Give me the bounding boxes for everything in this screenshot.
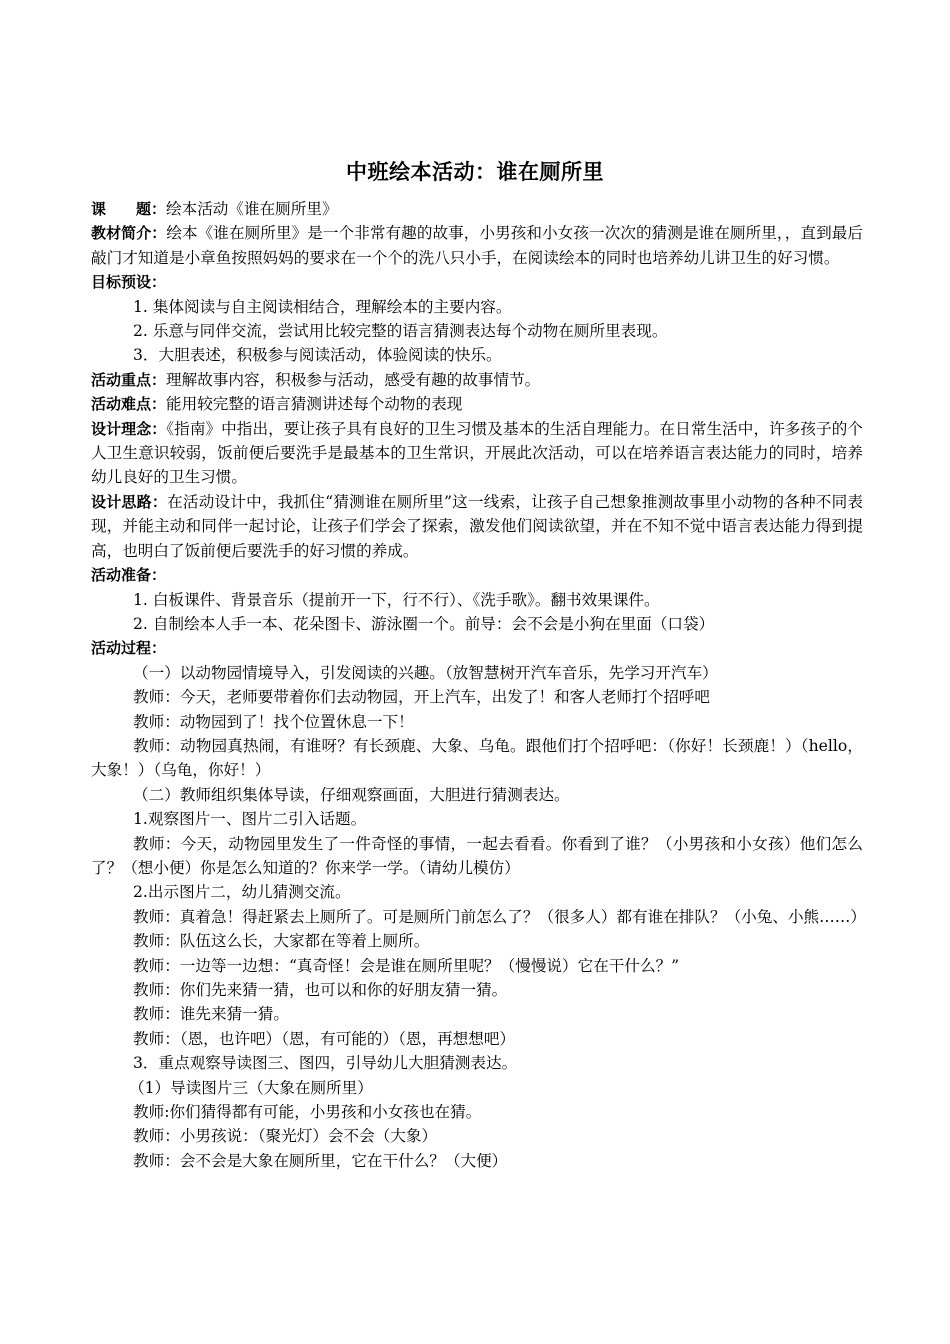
process-line: 教师：谁先来猜一猜。 bbox=[133, 1005, 289, 1024]
process-line: 教师：你们先来猜一猜，也可以和你的好朋友猜一猜。 bbox=[133, 981, 508, 999]
goal-item: 1. 集体阅读与自主阅读相结合，理解绘本的主要内容。 bbox=[133, 297, 512, 316]
difficulty-text: 能用较完整的语言猜测讲述每个动物的表现 bbox=[166, 395, 463, 414]
thinking-paragraph bbox=[91, 490, 863, 563]
process-line: 教师:你们猜得都有可能，小男孩和小女孩也在猜。 bbox=[133, 1103, 482, 1122]
preparation-heading bbox=[91, 563, 863, 587]
preparation-item: 1. 白板课件、背景音乐（提前开一下，行不行）、《洗手歌》。翻书效果课件。 bbox=[133, 590, 660, 609]
process-label: 活动过程： bbox=[91, 639, 167, 658]
goal-item: 3．大胆表述，积极参与阅读活动，体验阅读的快乐。 bbox=[133, 346, 502, 365]
process-line: 教师：一边等一边想：“真奇怪！会是谁在厕所里呢？（慢慢说）它在干什么？” bbox=[133, 956, 680, 975]
thinking-label: 设计思路： bbox=[91, 492, 168, 511]
goal-item: 2. 乐意与同伴交流，尝试用比较完整的语言猜测表达每个动物在厕所里表现。 bbox=[133, 322, 668, 341]
process-line: 2.出示图片二，幼儿猜测交流。 bbox=[133, 883, 351, 902]
difficulty-paragraph bbox=[91, 392, 863, 416]
process-line: 教师：（恩，也许吧）（恩，有可能的）（恩，再想想吧） bbox=[133, 1029, 516, 1048]
process-line: 教师：动物园到了！找个位置休息一下！ bbox=[133, 712, 414, 731]
preparation-label: 活动准备： bbox=[91, 566, 167, 585]
process-line: （二）教师组织集体导读，仔细观察画面，大胆进行猜测表达。 bbox=[133, 785, 570, 804]
difficulty-label: 活动难点： bbox=[91, 395, 167, 414]
key-point-text: 理解故事内容，积极参与活动，感受有趣的故事情节。 bbox=[166, 370, 541, 389]
process-line: 1.观察图片一、图片二引入话题。 bbox=[133, 810, 367, 829]
concept-label: 设计理念： bbox=[91, 419, 167, 438]
document-body bbox=[91, 197, 866, 1173]
concept-paragraph bbox=[91, 417, 863, 490]
process-line: 教师：小男孩说：（聚光灯）会不会（大象） bbox=[133, 1127, 438, 1146]
key-point-paragraph bbox=[91, 368, 863, 392]
topic-text: 绘本活动《谁在厕所里》 bbox=[166, 200, 338, 218]
intro-paragraph bbox=[91, 221, 863, 270]
document-title: 中班绘本活动：谁在厕所里 bbox=[346, 160, 604, 184]
process-line: （1）导读图片三（大象在厕所里） bbox=[129, 1078, 373, 1097]
key-point-label: 活动重点： bbox=[91, 370, 167, 389]
thinking-text: 在活动设计中，我抓住“猜测谁在厕所里”这一线索，让孩子自己想象推测故事里小动物的各种不同表现，并能主动和同伴一起讨论，让孩子们学会了探索，激发他们阅读欲望，并在不知不觉中语言表达能力得到提高，也明白了饭前便后要洗手的好习惯的养成。 bbox=[91, 492, 863, 560]
topic-paragraph bbox=[91, 197, 863, 221]
process-heading bbox=[91, 636, 863, 660]
intro-text: 绘本《谁在厕所里》是一个非常有趣的故事，小男孩和小女孩一次次的猜测是谁在厕所里，，直到最后敲门才知道是小章鱼按照妈妈的要求在一个个的洗八只小手，在阅读绘本的同时也培养幼儿讲卫生的好习惯。 bbox=[91, 224, 863, 267]
process-line: 教师：动物园真热闹，有谁呀？有长颈鹿、大象、乌龟。跟他们打个招呼吧：（你好！长颈鹿！）（hello，大象！）（乌龟，你好！） bbox=[91, 736, 863, 780]
goals-label: 目标预设： bbox=[91, 273, 167, 292]
process-line: 3．重点观察导读图三、图四，引导幼儿大胆猜测表达。 bbox=[133, 1054, 518, 1073]
process-line: 教师：真着急！得赶紧去上厕所了。可是厕所门前怎么了？（很多人）都有谁在排队？（小兔、小熊……） bbox=[133, 907, 866, 926]
process-line: 教师：今天，老师要带着你们去动物园，开上汽车，出发了！和客人老师打个招呼吧 bbox=[133, 688, 710, 707]
topic-label: 课 题： bbox=[91, 200, 167, 218]
concept-text: 《指南》中指出，要让孩子具有良好的卫生习惯及基本的生活自理能力。在日常生活中，许多孩子的个人卫生意识较弱，饭前便后要洗手是最基本的卫生常识，开展此次活动，可以在培养语言表达能力的同时，培养幼儿良好的卫生习惯。 bbox=[91, 419, 863, 487]
process-line: （一）以动物园情境导入，引发阅读的兴趣。（放智慧树开汽车音乐，先学习开汽车） bbox=[133, 663, 718, 682]
preparation-item: 2. 自制绘本人手一本、花朵图卡、游泳圈一个。前导：会不会是小狗在里面（口袋） bbox=[133, 614, 715, 633]
intro-label: 教材简介： bbox=[91, 224, 167, 243]
goals-heading bbox=[91, 270, 863, 294]
process-line: 教师：队伍这么长，大家都在等着上厕所。 bbox=[133, 932, 430, 951]
process-line: 教师：今天，动物园里发生了一件奇怪的事情，一起去看看。你看到了谁？（小男孩和小女孩）他们怎么了？（想小便）你是怎么知道的？你来学一学。（请幼儿模仿） bbox=[91, 834, 863, 877]
process-line: 教师：会不会是大象在厕所里，它在干什么？（大便） bbox=[133, 1151, 508, 1170]
